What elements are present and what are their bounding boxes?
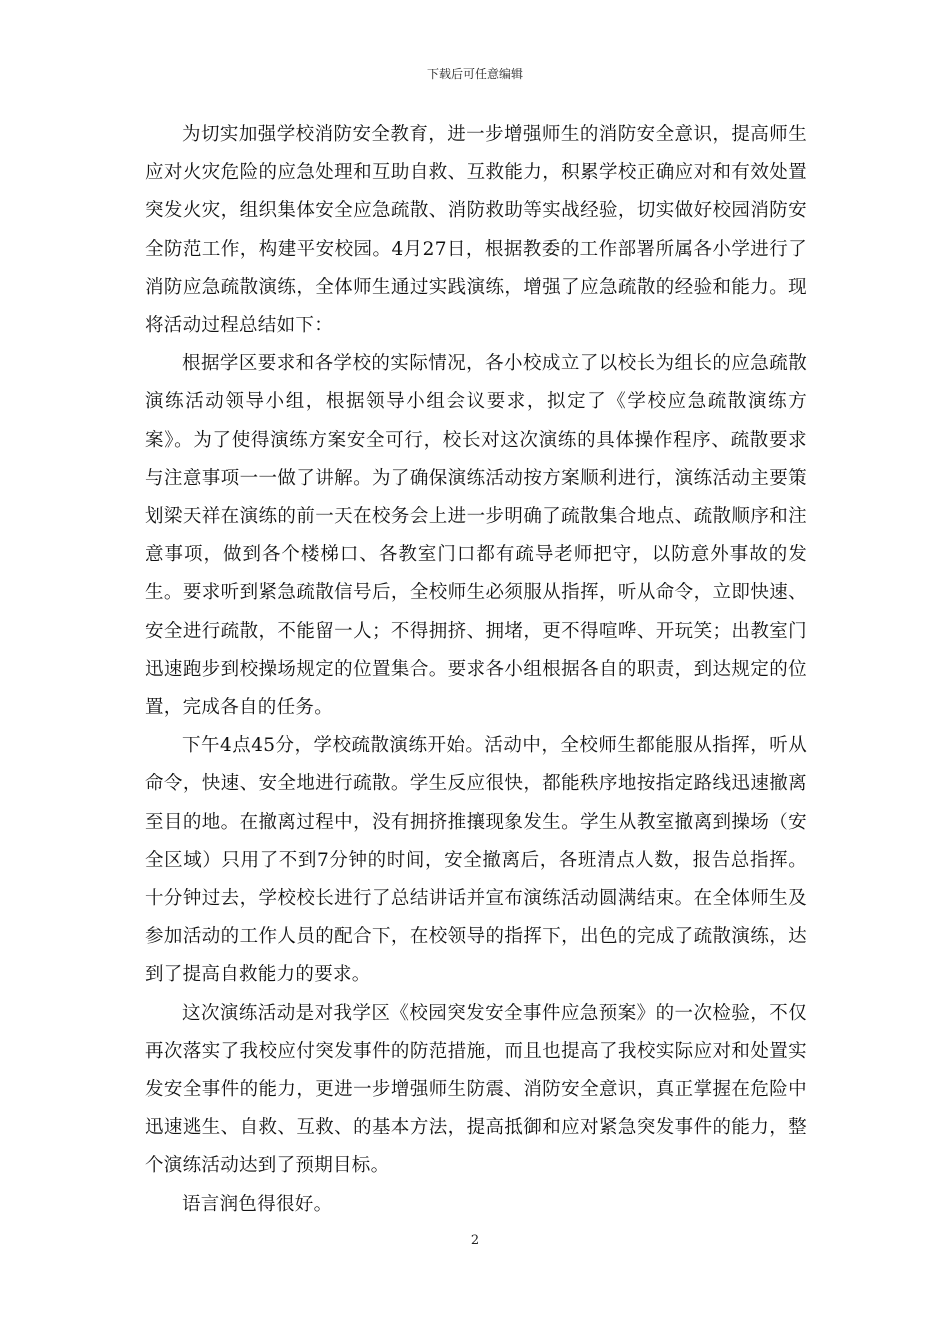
paragraph-comment: 语言润色得很好。: [182, 1193, 333, 1215]
paragraph-intro: 为切实加强学校消防安全教育，进一步增强师生的消防安全意识，提高师生应对火灾危险的应急处理和互助自救、互救能力，积累学校正确应对和有效处置突发火灾，组织集体安全应急疏散、消防救助等实战经验，切实做好校园消防安全防范工作，构建平安校园。4月27日，根据教委的工作部署所属各小学进行了消防应急疏散演练，全体师生通过实践演练，增强了应急疏散的经验和能力。现将活动过程总结如下：: [145, 124, 807, 337]
paragraph-organization: 根据学区要求和各学校的实际情况，各小校成立了以校长为组长的应急疏散演练活动领导小组，根据领导小组会议要求，拟定了《学校应急疏散演练方案》。为了使得演练方案安全可行，校长对这次演练的具体操作程序、疏散要求与注意事项一一做了讲解。为了确保演练活动按方案顺利进行，演练活动主要策划梁天祥在演练的前一天在校务会上进一步明确了疏散集合地点、疏散顺序和注意事项，做到各个楼梯口、各教室门口都有疏导老师把守，以防意外事故的发生。要求听到紧急疏散信号后，全校师生必须服从指挥，听从命令，立即快速、安全进行疏散，不能留一人；不得拥挤、拥堵，更不得喧哗、开玩笑；出教室门迅速跑步到校操场规定的位置集合。要求各小组根据各自的职责，到达规定的位置，完成各自的任务。: [145, 353, 807, 719]
paragraph-drill-process: 下午4点45分，学校疏散演练开始。活动中，全校师生都能服从指挥，听从命令，快速、安全地进行疏散。学生反应很快，都能秩序地按指定路线迅速撤离至目的地。在撤离过程中，没有拥挤推攘现象发生。学生从教室撤离到操场（安全区域）只用了不到7分钟的时间，安全撤离后，各班清点人数，报告总指挥。十分钟过去，学校校长进行了总结讲话并宣布演练活动圆满结束。在全体师生及参加活动的工作人员的配合下，在校领导的指挥下，出色的完成了疏散演练，达到了提高自救能力的要求。: [145, 735, 807, 986]
paragraph-conclusion: 这次演练活动是对我学区《校园突发安全事件应急预案》的一次检验，不仅再次落实了我校应付突发事件的防范措施，而且也提高了我校实际应对和处置实发安全事件的能力，更进一步增强师生防震、消防安全意识，真正掌握在危险中迅速逃生、自救、互救、的基本方法，提高抵御和应对紧急突发事件的能力，整个演练活动达到了预期目标。: [145, 1002, 807, 1177]
document-body: [145, 116, 807, 1224]
page-header: 下载后可任意编辑: [426, 67, 523, 81]
page-number: 2: [470, 1233, 480, 1248]
